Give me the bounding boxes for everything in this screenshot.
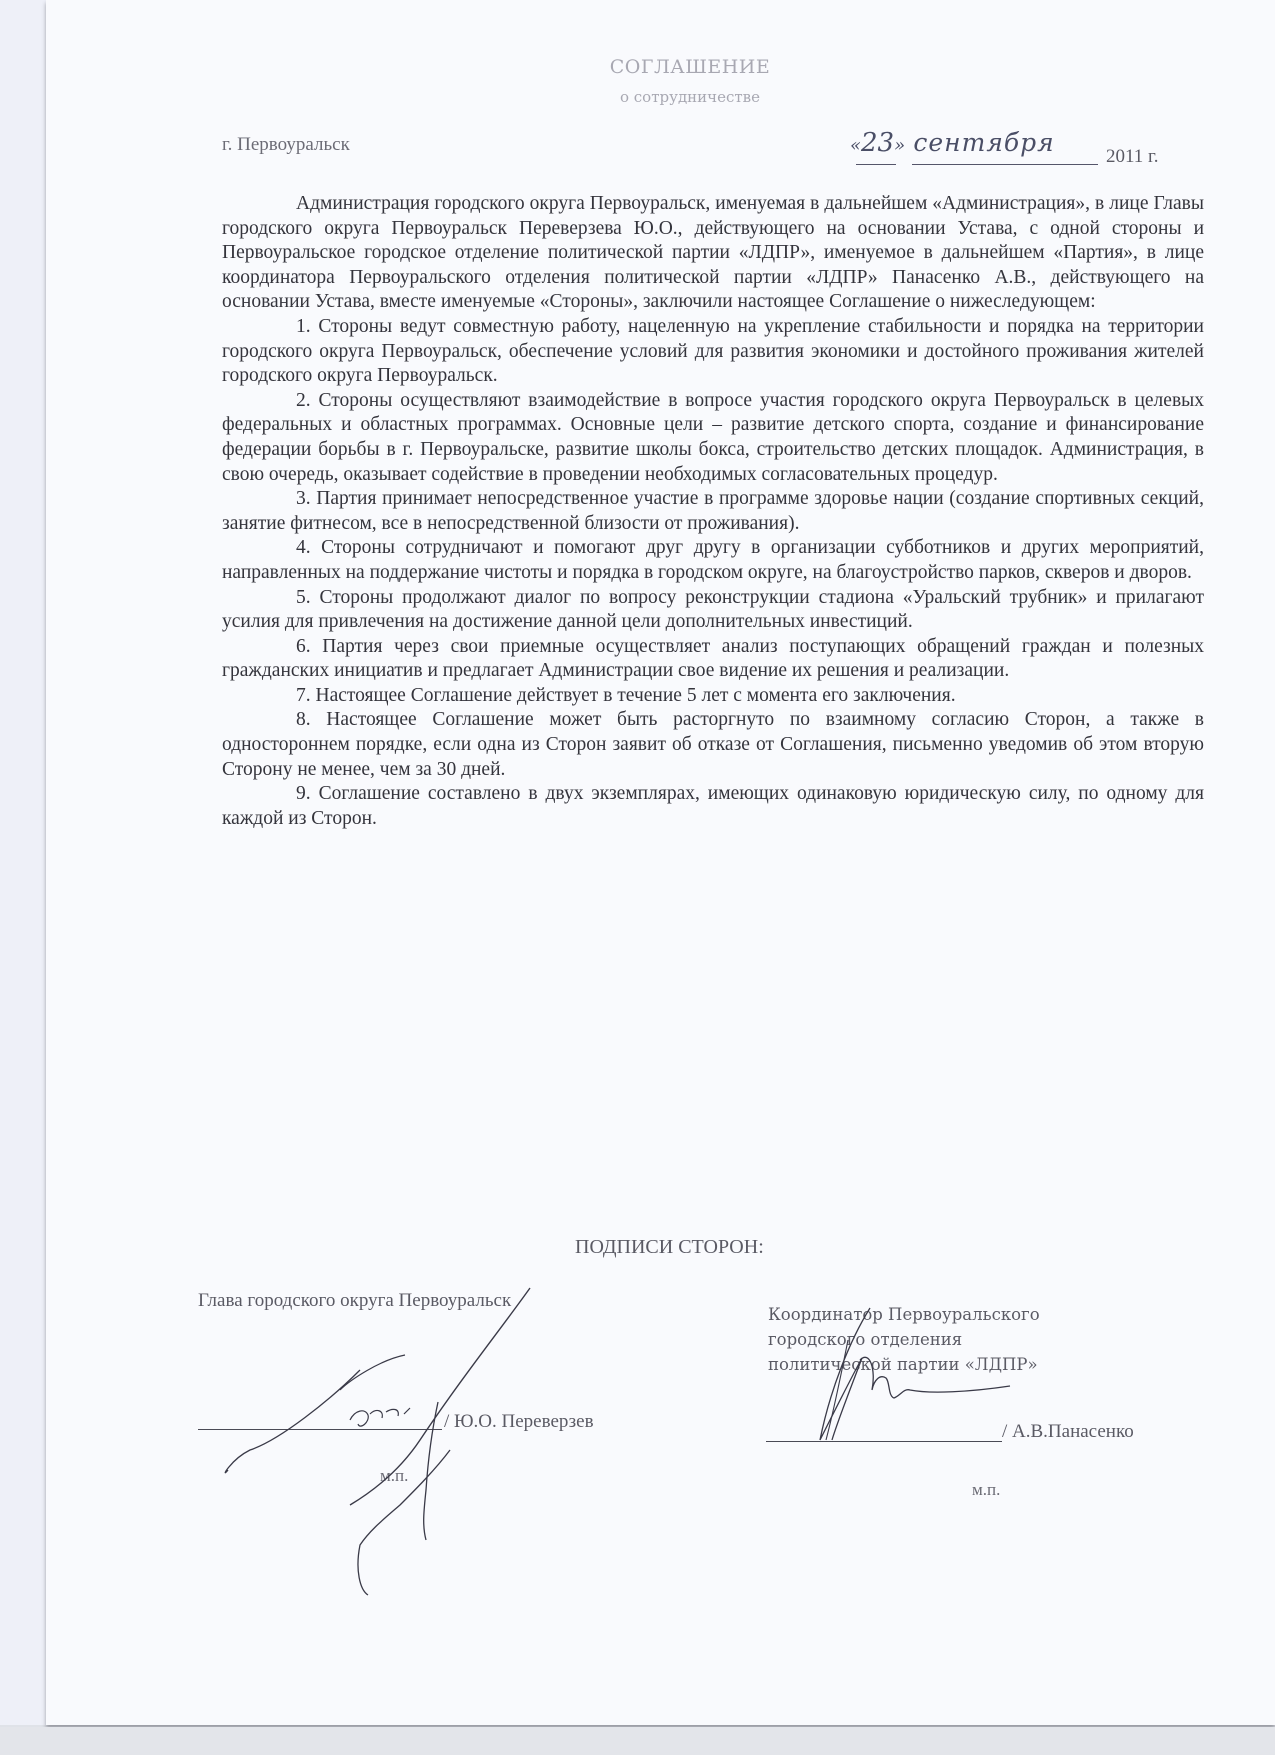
handwritten-date xyxy=(850,128,1055,158)
right-signatory-name: / А.В.Панасенко xyxy=(1002,1421,1134,1442)
left-signatory-name: / Ю.О. Переверзев xyxy=(444,1411,594,1432)
clause-4: 4. Стороны сотрудничают и помогают друг другу в организации субботников и других мероприятий, направленных на поддержание чистоты и порядка в городском округе, на благоустройство парков, скверов и дворов. xyxy=(222,537,1204,583)
left-party-position: Глава городского округа Первоуральск xyxy=(198,1290,512,1311)
signatures-heading: ПОДПИСИ СТОРОН: xyxy=(575,1236,764,1258)
date-day-underline xyxy=(856,164,896,165)
document-title: СОГЛАШЕНИЕ xyxy=(609,56,771,78)
document-date xyxy=(850,128,1190,168)
clause-1: 1. Стороны ведут совместную работу, нацеленную на укрепление стабильности и порядка на территории городского округа Первоуральск, обеспечение условий для развития экономики и достойного проживания жителей городского округа Первоуральск. xyxy=(222,315,1204,387)
clause-3: 3. Партия принимает непосредственное участие в программе здоровье нации (создание спортивных секций, занятие фитнесом, все в непосредственной близости от проживания). xyxy=(222,488,1204,534)
right-position-line-2: городского отделения xyxy=(768,1330,963,1349)
date-close-quote: » xyxy=(894,135,906,156)
left-handwritten-signature xyxy=(200,1290,520,1550)
clause-9: 9. Соглашение составлено в двух экземплярах, имеющих одинаковую юридическую силу, по одному для каждой из Сторон. xyxy=(222,783,1204,829)
right-handwritten-signature xyxy=(790,1300,1030,1450)
left-stamp-place: м.п. xyxy=(380,1466,409,1485)
document-city: г. Первоуральск xyxy=(222,134,350,155)
right-position-line-1: Координатор Первоуральского xyxy=(768,1305,1040,1324)
date-month-underline xyxy=(912,164,1098,165)
right-position-line-3: политической партии «ЛДПР» xyxy=(768,1355,1038,1374)
clause-8: 8. Настоящее Соглашение может быть расторгнуто по взаимному согласию Сторон, а также в одностороннем порядке, если одна из Сторон заявит об отказе от Соглашения, письменно уведомив об этом вторую Сторону не менее, чем за 30 дней. xyxy=(222,709,1204,780)
scanner-bottom-strip xyxy=(0,1727,1275,1755)
right-stamp-place: м.п. xyxy=(972,1480,1001,1499)
date-open-quote: « xyxy=(850,135,862,156)
scanner-edge-strip xyxy=(0,0,46,1725)
clause-2: 2. Стороны осуществляют взаимодействие в вопросе участия городского округа Первоуральск в целевых федеральных и областных программах. Основные цели – развитие детского спорта, создание и финансирование федерации борьбы в г. Первоуральске, развитие школы бокса, строительство детских площадок. Администрация, в свою очередь, оказывает содействие в проведении необходимых согласовательных процедур. xyxy=(222,389,1204,485)
date-day: 23 xyxy=(861,128,895,158)
date-year: 2011 г. xyxy=(1106,146,1159,167)
agreement-body xyxy=(222,192,1204,831)
preamble: Администрация городского округа Первоуральск, именуемая в дальнейшем «Администрация», в лице Главы городского округа Первоуральск Переверзева Ю.О., действующего на основании Устава, с одной стороны и Первоуральское городское отделение политической партии «ЛДПР», именуемое в дальнейшем «Партия», в лице координатора Первоуральского отделения политической партии «ЛДПР» Панасенко А.В., действующего на основании Устава, вместе именуемые «Стороны», заключили настоящее Соглашение о нижеследующем: xyxy=(222,193,1204,313)
clause-6: 6. Партия через свои приемные осуществляет анализ поступающих обращений граждан и полезных гражданских инициатив и предлагает Администрации свое видение их решения и реализации. xyxy=(222,635,1204,682)
clause-5: 5. Стороны продолжают диалог по вопросу реконструкции стадиона «Уральский трубник» и прилагают усилия для привлечения на достижение данной цели дополнительных инвестиций. xyxy=(222,586,1204,633)
clause-7: 7. Настоящее Соглашение действует в течение 5 лет с момента его заключения. xyxy=(296,684,956,706)
date-month: сентября xyxy=(913,128,1055,157)
document-subtitle: о сотрудничестве xyxy=(619,88,760,106)
